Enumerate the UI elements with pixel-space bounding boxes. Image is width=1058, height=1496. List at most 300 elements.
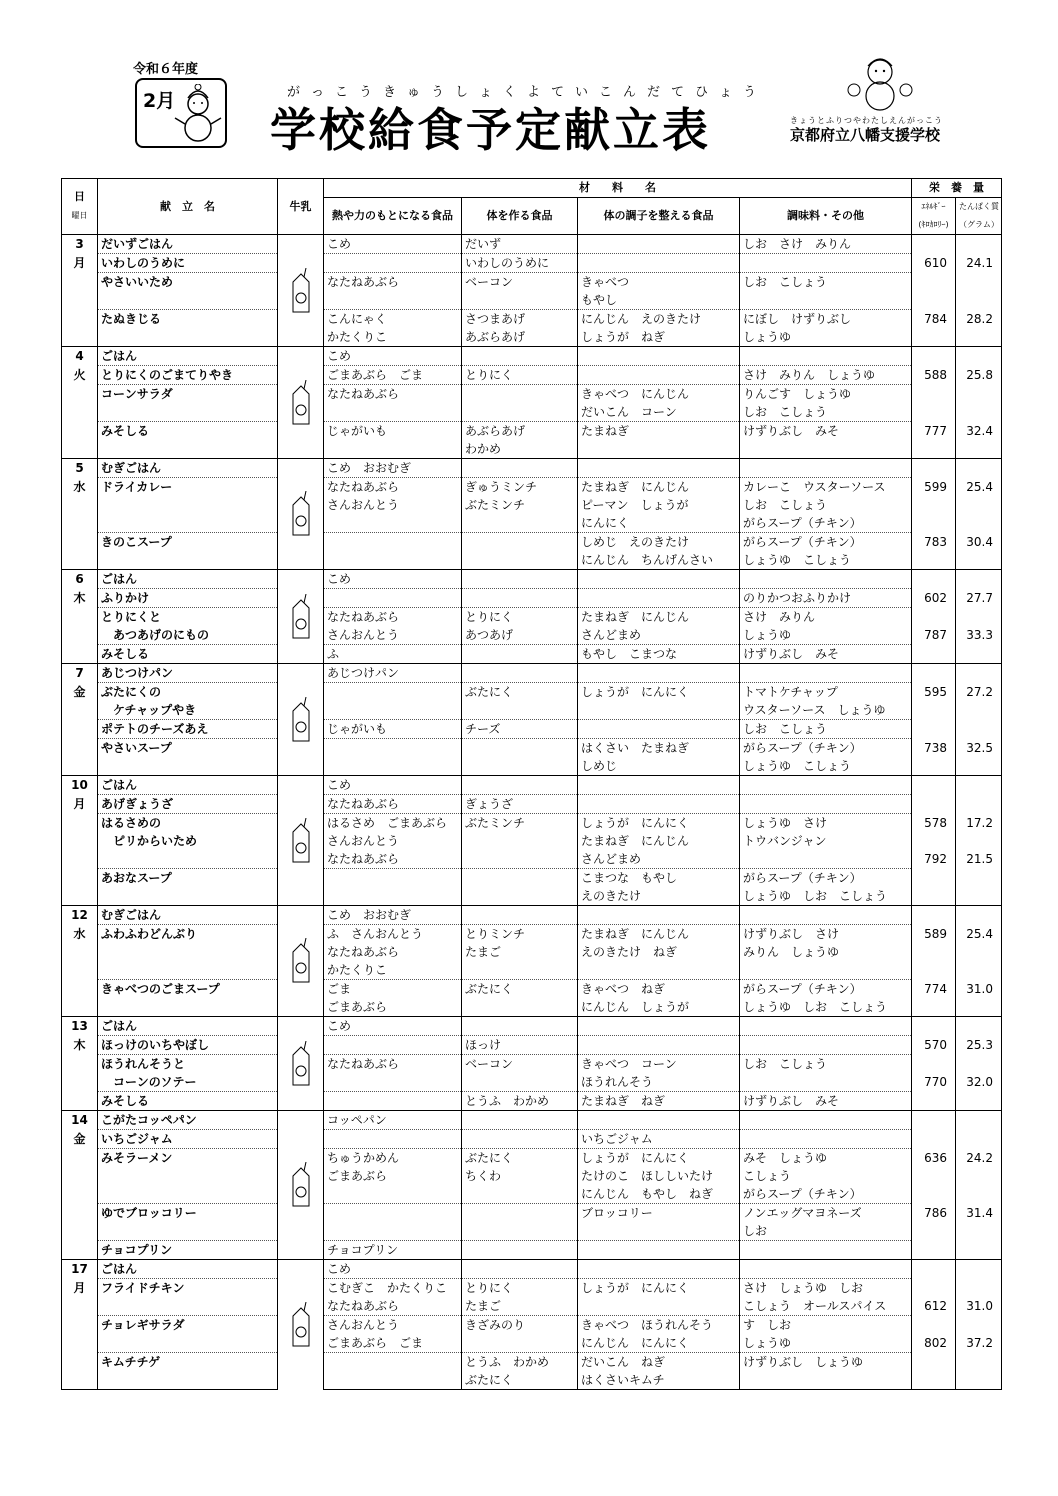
ingredient-energy	[324, 514, 462, 533]
ingredient-condition: こまつな もやし	[578, 869, 740, 888]
day-number: 17	[62, 1260, 98, 1279]
ingredient-condition: さんどまめ	[578, 850, 740, 869]
ingredient-seasoning	[740, 776, 912, 795]
weekday: 水	[62, 478, 98, 497]
energy-kcal	[912, 385, 956, 404]
table-row	[62, 1111, 1002, 1130]
energy-kcal	[912, 1279, 956, 1298]
snowman-mascot-icon	[840, 50, 920, 112]
table-row	[62, 943, 1002, 961]
ingredient-seasoning: がらスープ（チキン）	[740, 869, 912, 888]
ingredient-energy: ちゅうかめん	[324, 1149, 462, 1168]
weekday: 金	[62, 683, 98, 702]
ingredient-seasoning	[740, 961, 912, 980]
ingredient-condition: しょうが にんにく	[578, 683, 740, 702]
ingredient-energy: ごま	[324, 980, 462, 999]
ingredient-energy: じゃがいも	[324, 720, 462, 739]
table-row	[62, 1371, 1002, 1390]
dish-name: コーンのソテー	[98, 1073, 278, 1092]
day-cell	[62, 608, 98, 627]
ingredient-energy	[324, 1036, 462, 1055]
ingredient-seasoning: す しお	[740, 1316, 912, 1335]
ingredient-seasoning	[740, 440, 912, 459]
ingredient-condition: もやし	[578, 291, 740, 310]
ingredient-energy: なたねあぶら	[324, 1055, 462, 1074]
ingredient-condition	[578, 961, 740, 980]
ingredient-seasoning: しお こしょう	[740, 403, 912, 422]
dish-name: ごはん	[98, 1260, 278, 1279]
table-row	[62, 776, 1002, 795]
ingredient-energy: こめ	[324, 570, 462, 589]
ingredient-body: だいず	[462, 235, 578, 254]
ingredient-energy: こめ	[324, 235, 462, 254]
ingredient-body	[462, 1111, 578, 1130]
energy-kcal	[912, 832, 956, 850]
ingredient-condition: にんじん もやし ねぎ	[578, 1185, 740, 1204]
ingredient-seasoning: しょうゆ	[740, 1334, 912, 1353]
ingredient-body	[462, 701, 578, 720]
dish-name: ごはん	[98, 1017, 278, 1036]
protein-grams	[956, 1055, 1002, 1074]
snowman-icon	[173, 84, 223, 144]
energy-kcal	[912, 998, 956, 1017]
day-cell	[62, 328, 98, 347]
table-row	[62, 589, 1002, 608]
energy-kcal	[912, 1316, 956, 1335]
ingredient-condition: たまねぎ にんじん	[578, 608, 740, 627]
ingredient-energy	[324, 1204, 462, 1223]
dish-name: あつあげのにもの	[98, 626, 278, 645]
ingredient-seasoning: けずりぶし みそ	[740, 422, 912, 441]
table-row	[62, 645, 1002, 664]
ingredient-body	[462, 1073, 578, 1092]
milk-cell	[278, 235, 324, 347]
header-condition: 体の調子を整える食品	[578, 198, 740, 235]
ingredient-condition	[578, 1260, 740, 1279]
ingredient-seasoning: トウバンジャン	[740, 832, 912, 850]
ingredient-energy: なたねあぶら	[324, 608, 462, 627]
ingredient-condition	[578, 1017, 740, 1036]
ingredient-body	[462, 514, 578, 533]
table-row	[62, 1353, 1002, 1372]
table-row	[62, 1316, 1002, 1335]
protein-grams	[956, 701, 1002, 720]
milk-cell	[278, 459, 324, 570]
ingredient-condition: しめじ えのきたけ	[578, 533, 740, 552]
ingredient-seasoning	[740, 1017, 912, 1036]
energy-kcal	[912, 1260, 956, 1279]
energy-kcal	[912, 514, 956, 533]
ingredient-energy: こめ おおむぎ	[324, 459, 462, 478]
dish-name: フライドチキン	[98, 1279, 278, 1298]
table-row	[62, 328, 1002, 347]
ingredient-body	[462, 1017, 578, 1036]
table-row	[62, 1297, 1002, 1316]
table-row	[62, 1222, 1002, 1241]
day-cell	[62, 1334, 98, 1353]
table-row	[62, 422, 1002, 441]
table-row	[62, 1241, 1002, 1260]
ingredient-body	[462, 1222, 578, 1241]
table-row	[62, 1149, 1002, 1168]
energy-kcal	[912, 1111, 956, 1130]
dish-name	[98, 328, 278, 347]
ingredient-body: あぶらあげ	[462, 422, 578, 441]
ingredient-condition	[578, 347, 740, 366]
protein-grams	[956, 291, 1002, 310]
ingredient-energy: ふ さんおんとう	[324, 925, 462, 944]
ingredient-condition: たまねぎ	[578, 422, 740, 441]
ingredient-body: さつまあげ	[462, 310, 578, 329]
milk-carton-icon	[289, 1302, 313, 1348]
protein-grams	[956, 328, 1002, 347]
table-row	[62, 496, 1002, 514]
protein-grams	[956, 1130, 1002, 1149]
ingredient-body	[462, 961, 578, 980]
ingredient-energy	[324, 254, 462, 273]
energy-kcal: 595	[912, 683, 956, 702]
ingredient-condition: しょうが ねぎ	[578, 328, 740, 347]
ingredient-condition	[578, 1036, 740, 1055]
day-cell	[62, 814, 98, 833]
dish-name: みそしる	[98, 422, 278, 441]
ingredient-energy: ふ	[324, 645, 462, 664]
ingredient-seasoning: がらスープ（チキン）	[740, 1185, 912, 1204]
dish-name: とりにくと	[98, 608, 278, 627]
dish-name: ポテトのチーズあえ	[98, 720, 278, 739]
energy-kcal	[912, 347, 956, 366]
dish-name	[98, 514, 278, 533]
ingredient-condition: もやし こまつな	[578, 645, 740, 664]
header-nutrition: 栄 養 量	[912, 179, 1002, 198]
ingredient-body	[462, 998, 578, 1017]
protein-grams	[956, 459, 1002, 478]
ingredient-energy	[324, 291, 462, 310]
header-menu: 献 立 名	[98, 179, 278, 235]
title-ruby: がっこうきゅうしょくよていこんだてひょう	[287, 85, 768, 100]
table-row	[62, 459, 1002, 478]
ingredient-seasoning: しょうゆ	[740, 626, 912, 645]
ingredient-energy	[324, 1073, 462, 1092]
milk-carton-icon	[289, 491, 313, 537]
milk-carton-icon	[289, 1162, 313, 1208]
protein-grams: 25.8	[956, 366, 1002, 385]
dish-name	[98, 403, 278, 422]
month-label: 2月	[143, 90, 176, 112]
dish-name: みそしる	[98, 645, 278, 664]
dish-name: きゃべつのごまスープ	[98, 980, 278, 999]
energy-kcal: 612	[912, 1297, 956, 1316]
ingredient-seasoning	[740, 1111, 912, 1130]
page-title: 学校給食予定献立表	[270, 103, 711, 157]
ingredient-body	[462, 645, 578, 664]
dish-name: ごはん	[98, 347, 278, 366]
ingredient-energy: なたねあぶら	[324, 385, 462, 404]
ingredient-condition: たけのこ ほししいたけ	[578, 1167, 740, 1185]
ingredient-seasoning	[740, 1241, 912, 1260]
ingredient-body	[462, 906, 578, 925]
dish-name: ケチャップやき	[98, 701, 278, 720]
weekday: 水	[62, 925, 98, 944]
dish-name: ふわふわどんぶり	[98, 925, 278, 944]
ingredient-energy: さんおんとう	[324, 626, 462, 645]
milk-cell	[278, 906, 324, 1017]
milk-cell	[278, 1111, 324, 1260]
energy-kcal	[912, 440, 956, 459]
ingredient-body	[462, 869, 578, 888]
dish-name: ふりかけ	[98, 589, 278, 608]
dish-name: ほうれんそうと	[98, 1055, 278, 1074]
protein-grams	[956, 998, 1002, 1017]
dish-name: みそしる	[98, 1092, 278, 1111]
ingredient-seasoning: がらスープ（チキン）	[740, 533, 912, 552]
ingredient-condition: たまねぎ にんじん	[578, 832, 740, 850]
dish-name: いちごジャム	[98, 1130, 278, 1149]
protein-grams: 25.4	[956, 478, 1002, 497]
ingredient-seasoning: りんごす しょうゆ	[740, 385, 912, 404]
weekday: 金	[62, 1130, 98, 1149]
table-row	[62, 1036, 1002, 1055]
ingredient-seasoning: こしょう オールスパイス	[740, 1297, 912, 1316]
energy-kcal	[912, 1017, 956, 1036]
ingredient-energy: かたくりこ	[324, 961, 462, 980]
ingredient-energy: こめ	[324, 1017, 462, 1036]
dish-name	[98, 496, 278, 514]
protein-grams	[956, 1111, 1002, 1130]
ingredient-body	[462, 347, 578, 366]
day-cell	[62, 832, 98, 850]
day-number: 3	[62, 235, 98, 254]
protein-grams: 31.0	[956, 1297, 1002, 1316]
ingredient-condition: たまねぎ にんじん	[578, 478, 740, 497]
table-row	[62, 514, 1002, 533]
weekday: 月	[62, 1279, 98, 1298]
header-protein: たんぱく質 （グラム）	[956, 198, 1002, 235]
day-cell	[62, 310, 98, 329]
protein-grams	[956, 961, 1002, 980]
ingredient-seasoning	[740, 850, 912, 869]
protein-grams: 32.4	[956, 422, 1002, 441]
ingredient-seasoning	[740, 1260, 912, 1279]
ingredient-seasoning	[740, 459, 912, 478]
protein-grams	[956, 776, 1002, 795]
protein-grams	[956, 608, 1002, 627]
ingredient-seasoning: にぼし けずりぶし	[740, 310, 912, 329]
protein-grams	[956, 1167, 1002, 1185]
energy-kcal	[912, 795, 956, 814]
table-row	[62, 832, 1002, 850]
ingredient-seasoning: さけ みりん	[740, 608, 912, 627]
ingredient-seasoning: しお こしょう	[740, 496, 912, 514]
day-cell	[62, 1167, 98, 1185]
milk-cell	[278, 1017, 324, 1111]
table-row	[62, 235, 1002, 254]
energy-kcal	[912, 291, 956, 310]
dish-name	[98, 943, 278, 961]
ingredient-condition	[578, 459, 740, 478]
ingredient-energy	[324, 1353, 462, 1372]
dish-name: ピリからいため	[98, 832, 278, 850]
ingredient-seasoning: みりん しょうゆ	[740, 943, 912, 961]
energy-kcal	[912, 608, 956, 627]
ingredient-seasoning: しお こしょう	[740, 1055, 912, 1074]
ingredient-condition: ブロッコリー	[578, 1204, 740, 1223]
ingredient-energy: なたねあぶら	[324, 850, 462, 869]
protein-grams: 24.1	[956, 254, 1002, 273]
ingredient-seasoning: しょうゆ さけ	[740, 814, 912, 833]
protein-grams: 28.2	[956, 310, 1002, 329]
ingredient-condition: しょうが にんにく	[578, 814, 740, 833]
protein-grams	[956, 440, 1002, 459]
day-cell	[62, 291, 98, 310]
dish-name: あおなスープ	[98, 869, 278, 888]
energy-kcal	[912, 645, 956, 664]
ingredient-body: あつあげ	[462, 626, 578, 645]
energy-kcal	[912, 551, 956, 570]
ingredient-seasoning: さけ みりん しょうゆ	[740, 366, 912, 385]
day-cell	[62, 1297, 98, 1316]
protein-grams	[956, 496, 1002, 514]
table-row	[62, 664, 1002, 683]
energy-kcal	[912, 496, 956, 514]
table-row	[62, 1092, 1002, 1111]
day-number: 4	[62, 347, 98, 366]
ingredient-body: とりにく	[462, 1279, 578, 1298]
dish-name	[98, 1371, 278, 1390]
dish-name: はるさめの	[98, 814, 278, 833]
ingredient-energy: じゃがいも	[324, 422, 462, 441]
day-cell	[62, 943, 98, 961]
protein-grams	[956, 1353, 1002, 1372]
ingredient-energy: こめ	[324, 347, 462, 366]
protein-grams	[956, 906, 1002, 925]
protein-grams	[956, 795, 1002, 814]
table-row	[62, 385, 1002, 404]
protein-grams: 24.2	[956, 1149, 1002, 1168]
dish-name	[98, 887, 278, 906]
header-day: 日 曜日	[62, 179, 98, 235]
ingredient-seasoning	[740, 1073, 912, 1092]
protein-grams	[956, 887, 1002, 906]
day-number: 5	[62, 459, 98, 478]
dish-name: むぎごはん	[98, 906, 278, 925]
dish-name	[98, 757, 278, 776]
protein-grams: 25.4	[956, 925, 1002, 944]
energy-kcal	[912, 1092, 956, 1111]
ingredient-seasoning: さけ しょうゆ しお	[740, 1279, 912, 1298]
header-seasoning: 調味料・その他	[740, 198, 912, 235]
ingredient-seasoning: がらスープ（チキン）	[740, 980, 912, 999]
dish-name: キムチチゲ	[98, 1353, 278, 1372]
weekday: 月	[62, 795, 98, 814]
ingredient-energy	[324, 440, 462, 459]
protein-grams	[956, 235, 1002, 254]
ingredient-body: ぶたにく	[462, 1149, 578, 1168]
energy-kcal: 783	[912, 533, 956, 552]
ingredient-energy: なたねあぶら	[324, 1297, 462, 1316]
ingredient-condition: にんじん にんにく	[578, 1334, 740, 1353]
dish-name	[98, 440, 278, 459]
ingredient-energy: こむぎこ かたくりこ	[324, 1279, 462, 1298]
energy-kcal	[912, 1130, 956, 1149]
day-number: 14	[62, 1111, 98, 1130]
day-cell	[62, 1222, 98, 1241]
ingredient-seasoning	[740, 570, 912, 589]
milk-carton-icon	[289, 380, 313, 426]
table-row	[62, 533, 1002, 552]
milk-carton-icon	[289, 268, 313, 314]
table-row	[62, 310, 1002, 329]
protein-grams: 27.2	[956, 683, 1002, 702]
ingredient-condition: きゃべつ	[578, 273, 740, 292]
table-row	[62, 1260, 1002, 1279]
protein-grams	[956, 570, 1002, 589]
day-cell	[62, 440, 98, 459]
ingredient-body	[462, 533, 578, 552]
ingredient-seasoning: けずりぶし さけ	[740, 925, 912, 944]
ingredient-seasoning	[740, 1036, 912, 1055]
ingredient-body: きざみのり	[462, 1316, 578, 1335]
ingredient-energy	[324, 701, 462, 720]
day-cell	[62, 1204, 98, 1223]
day-cell	[62, 1316, 98, 1335]
day-cell	[62, 1241, 98, 1260]
ingredient-condition: しめじ	[578, 757, 740, 776]
energy-kcal	[912, 1185, 956, 1204]
energy-kcal: 787	[912, 626, 956, 645]
ingredient-body: ぶたにく	[462, 1371, 578, 1390]
day-cell	[62, 1055, 98, 1074]
dish-name: だいずごはん	[98, 235, 278, 254]
protein-grams	[956, 273, 1002, 292]
ingredient-condition	[578, 1222, 740, 1241]
table-row	[62, 850, 1002, 869]
ingredient-energy: ごまあぶら ごま	[324, 1334, 462, 1353]
day-cell	[62, 496, 98, 514]
table-row	[62, 1185, 1002, 1204]
ingredient-energy	[324, 1222, 462, 1241]
ingredient-condition	[578, 1297, 740, 1316]
protein-grams: 32.0	[956, 1073, 1002, 1092]
energy-kcal	[912, 906, 956, 925]
ingredient-body: たまご	[462, 943, 578, 961]
protein-grams: 32.5	[956, 739, 1002, 758]
ingredient-body: チーズ	[462, 720, 578, 739]
table-row	[62, 757, 1002, 776]
ingredient-condition: しょうが にんにく	[578, 1149, 740, 1168]
ingredient-body: ぶたにく	[462, 683, 578, 702]
energy-kcal: 777	[912, 422, 956, 441]
header-kcal: ｴﾈﾙｷﾞｰ (ｷﾛｶﾛﾘｰ)	[912, 198, 956, 235]
day-cell	[62, 626, 98, 645]
energy-kcal: 770	[912, 1073, 956, 1092]
ingredient-seasoning	[740, 1130, 912, 1149]
ingredient-condition	[578, 720, 740, 739]
weekday: 火	[62, 366, 98, 385]
day-cell	[62, 385, 98, 404]
table-row	[62, 1204, 1002, 1223]
ingredient-seasoning: みそ しょうゆ	[740, 1149, 912, 1168]
energy-kcal	[912, 943, 956, 961]
ingredient-condition: にんじん しょうが	[578, 998, 740, 1017]
ingredient-body: いわしのうめに	[462, 254, 578, 273]
day-cell	[62, 887, 98, 906]
ingredient-seasoning: しお さけ みりん	[740, 235, 912, 254]
ingredient-body: あぶらあげ	[462, 328, 578, 347]
ingredient-energy: はるさめ ごまあぶら	[324, 814, 462, 833]
ingredient-condition: えのきたけ	[578, 887, 740, 906]
energy-kcal: 589	[912, 925, 956, 944]
